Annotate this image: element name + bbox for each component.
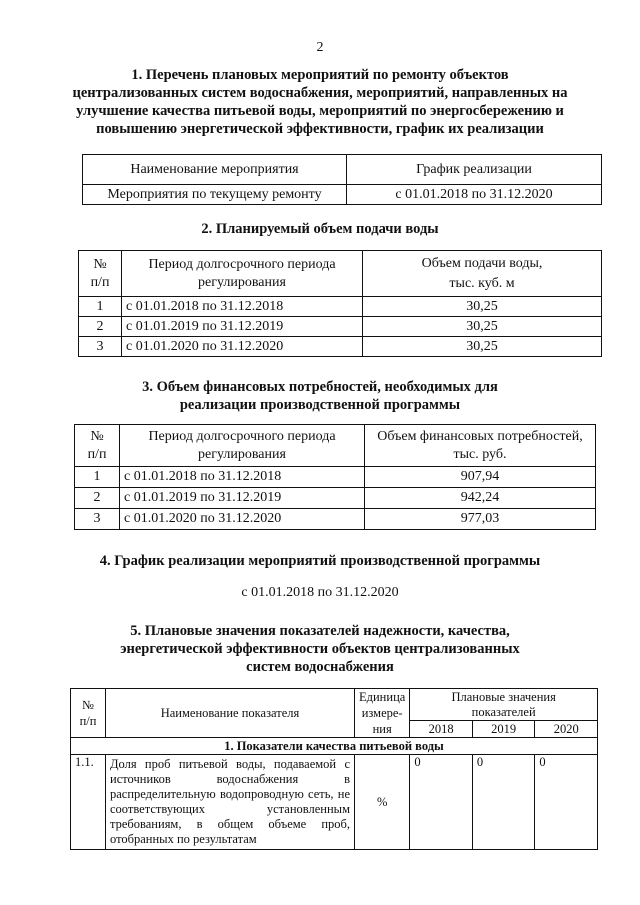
header-plan-values: Плановые значения показателей: [410, 689, 598, 721]
financial-needs-table: [74, 424, 596, 530]
row-value-2019: 0: [472, 755, 535, 850]
header-period: Период долгосрочного периода регулирования: [122, 251, 363, 297]
title-line: систем водоснабжения: [246, 659, 394, 675]
title-line: повышению энергетической эффективности, график их реализации: [96, 121, 544, 137]
title-line: 1. Перечень плановых мероприятий по ремонту объектов: [131, 67, 509, 83]
table-row: [79, 317, 602, 337]
row-period: с 01.01.2018 по 31.12.2018: [120, 467, 365, 488]
title-line: энергетической эффективности объектов централизованных: [120, 641, 520, 657]
section-1-title: [0, 66, 640, 138]
row-value: 30,25: [363, 317, 602, 337]
title-line: централизованных систем водоснабжения, мероприятий, направленных на: [72, 85, 568, 101]
section-4-period: с 01.01.2018 по 31.12.2020: [241, 585, 399, 600]
indicators-table: [70, 688, 598, 850]
row-value-2020: 0: [535, 755, 598, 850]
row-value: 907,94: [365, 467, 596, 488]
header-indicator-name: Наименование показателя: [106, 689, 355, 738]
title-line: улучшение качества питьевой воды, мероприятий по энергосбережению и: [76, 103, 564, 119]
header-unit: Единица измере- ния: [355, 689, 410, 738]
table-row: [79, 337, 602, 357]
header-volume: Объем подачи воды, тыс. куб. м: [363, 251, 602, 297]
header-finance: Объем финансовых потребностей, тыс. руб.: [365, 425, 596, 467]
header-year: 2019: [472, 721, 535, 738]
row-period: с 01.01.2018 по 31.12.2018: [122, 297, 363, 317]
measure-cell: Мероприятия по текущему ремонту: [83, 185, 347, 205]
row-num: 3: [79, 337, 122, 357]
row-period: с 01.01.2019 по 31.12.2019: [122, 317, 363, 337]
row-indicator-name: Доля проб питьевой воды, подаваемой с источников водоснабжения в распределительную водопроводную сеть, не соответствующих установленным требованиям, в общем объеме проб, отобранных по результатам: [106, 755, 355, 850]
section-2-title: 2. Планируемый объем подачи воды: [201, 221, 439, 237]
table-row: [83, 185, 602, 205]
header-num: № п/п: [79, 251, 122, 297]
table-row: [79, 297, 602, 317]
row-value: 30,25: [363, 297, 602, 317]
header-num: № п/п: [71, 689, 106, 738]
row-num: 2: [75, 488, 120, 509]
section-4-title: 4. График реализации мероприятий производственной программы: [99, 553, 541, 569]
row-value: 977,03: [365, 509, 596, 530]
schedule-cell: с 01.01.2018 по 31.12.2020: [347, 185, 602, 205]
row-num: 1: [75, 467, 120, 488]
water-supply-table: [78, 250, 602, 357]
title-line: реализации производственной программы: [179, 397, 461, 413]
header-measure-name: Наименование мероприятия: [83, 155, 347, 185]
section-3-title: [0, 378, 640, 414]
group-title: 1. Показатели качества питьевой воды: [71, 738, 598, 755]
title-line: 3. Объем финансовых потребностей, необходимых для: [142, 379, 498, 395]
table-row: [75, 467, 596, 488]
table-row: [75, 509, 596, 530]
header-schedule: График реализации: [347, 155, 602, 185]
table-row: [75, 488, 596, 509]
row-period: с 01.01.2020 по 31.12.2020: [120, 509, 365, 530]
row-period: с 01.01.2020 по 31.12.2020: [122, 337, 363, 357]
row-unit: %: [355, 755, 410, 850]
row-num: 1.1.: [71, 755, 106, 850]
measures-table: [82, 154, 602, 205]
page-number: 2: [316, 40, 324, 55]
row-num: 1: [79, 297, 122, 317]
row-period: с 01.01.2019 по 31.12.2019: [120, 488, 365, 509]
row-value: 30,25: [363, 337, 602, 357]
section-5-title: [0, 622, 640, 676]
row-num: 3: [75, 509, 120, 530]
header-year: 2018: [410, 721, 473, 738]
header-year: 2020: [535, 721, 598, 738]
row-value: 942,24: [365, 488, 596, 509]
row-value-2018: 0: [410, 755, 473, 850]
table-row: [71, 755, 598, 850]
title-line: 5. Плановые значения показателей надежности, качества,: [130, 623, 510, 639]
header-num: № п/п: [75, 425, 120, 467]
header-period: Период долгосрочного периода регулирования: [120, 425, 365, 467]
row-num: 2: [79, 317, 122, 337]
